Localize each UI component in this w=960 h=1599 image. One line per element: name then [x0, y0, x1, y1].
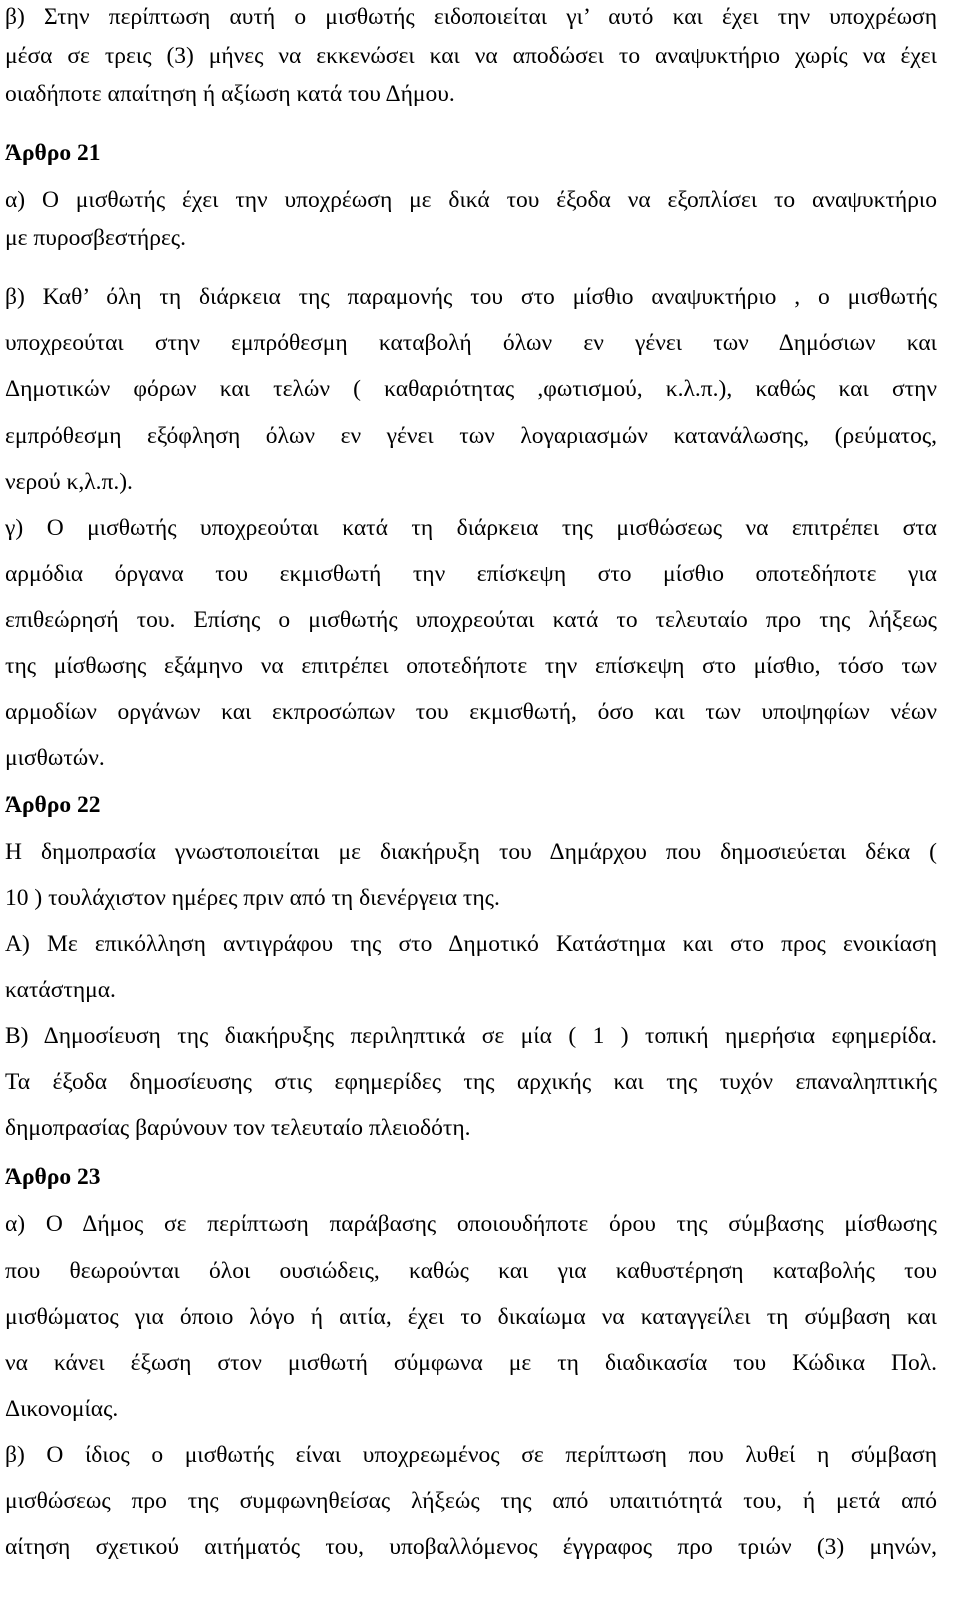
text-line: εμπρόθεσμη εξόφληση όλων εν γένει των λογαριασμών κατανάλωσης, (ρεύματος, [5, 423, 937, 449]
text-line: μέσα σε τρεις (3) μήνες να εκκενώσει και να αποδώσει το αναψυκτήριο χωρίς να έχει [5, 43, 937, 69]
text-line: α) Ο μισθωτής έχει την υποχρέωση με δικά του έξοδα να εξοπλίσει το αναψυκτήριο [5, 187, 937, 213]
text-line: που θεωρούνται όλοι ουσιώδεις, καθώς και για καθυστέρηση καταβολής του [5, 1258, 937, 1284]
text-line: β) Στην περίπτωση αυτή ο μισθωτής ειδοποιείται γι’ αυτό και έχει την υποχρέωση [5, 4, 937, 30]
text-line: μισθώματος για όποιο λόγο ή αιτία, έχει το δικαίωμα να καταγγείλει τη σύμβαση και [5, 1304, 937, 1330]
text-line: Β) Δημοσίευση της διακήρυξης περιληπτικά σε μία ( 1 ) τοπική ημερήσια εφημερίδα. [5, 1023, 937, 1049]
text-line: οιαδήποτε απαίτηση ή αξίωση κατά του Δήμου. [5, 81, 455, 107]
text-line: Δημοτικών φόρων και τελών ( καθαριότητας ,φωτισμού, κ.λ.π.), καθώς και στην [5, 376, 937, 402]
article-heading: Άρθρο 21 [5, 140, 101, 166]
text-line: αρμόδια όργανα του εκμισθωτή την επίσκεψη στο μίσθιο οποτεδήποτε για [5, 561, 937, 587]
text-line: υποχρεούται στην εμπρόθεσμη καταβολή όλων εν γένει των Δημόσιων και [5, 330, 937, 356]
text-line: β) Καθ’ όλη τη διάρκεια της παραμονής του στο μίσθιο αναψυκτήριο , ο μισθωτής [5, 284, 937, 310]
text-line: μισθωτών. [5, 745, 105, 771]
text-line: γ) Ο μισθωτής υποχρεούται κατά τη διάρκεια της μισθώσεως να επιτρέπει στα [5, 515, 937, 541]
article-heading: Άρθρο 22 [5, 792, 101, 818]
text-line: επιθεώρησή του. Επίσης ο μισθωτής υποχρεούται κατά το τελευταίο προ της λήξεως [5, 607, 937, 633]
text-line: της μίσθωσης εξάμηνο να επιτρέπει οποτεδήποτε την επίσκεψη στο μίσθιο, τόσο των [5, 653, 937, 679]
text-line: β) Ο ίδιος ο μισθωτής είναι υποχρεωμένος σε περίπτωση που λυθεί η σύμβαση [5, 1442, 937, 1468]
text-line: 10 ) τουλάχιστον ημέρες πριν από τη διενέργεια της. [5, 885, 500, 911]
text-line: Δικονομίας. [5, 1396, 119, 1422]
text-line: Η δημοπρασία γνωστοποιείται με διακήρυξη του Δημάρχου που δημοσιεύεται δέκα ( [5, 839, 937, 865]
text-line: Α) Με επικόλληση αντιγράφου της στο Δημοτικό Κατάστημα και στο προς ενοικίαση [5, 931, 937, 957]
text-line: αρμοδίων οργάνων και εκπροσώπων του εκμισθωτή, όσο και των υποψηφίων νέων [5, 699, 937, 725]
article-heading: Άρθρο 23 [5, 1164, 101, 1190]
text-line: νερού κ,λ.π.). [5, 469, 133, 495]
text-line: να κάνει έξωση στον μισθωτή σύμφωνα με τη διαδικασία του Κώδικα Πολ. [5, 1350, 937, 1376]
text-line: αίτηση σχετικού αιτήματός του, υποβαλλόμενος έγγραφος προ τριών (3) μηνών, [5, 1534, 937, 1560]
text-line: με πυροσβεστήρες. [5, 225, 186, 251]
text-line: μισθώσεως προ της συμφωνηθείσας λήξεώς της από υπαιτιότητά του, ή μετά από [5, 1488, 937, 1514]
text-line: κατάστημα. [5, 977, 116, 1003]
text-line: δημοπρασίας βαρύνουν τον τελευταίο πλειοδότη. [5, 1115, 471, 1141]
text-line: Τα έξοδα δημοσίευσης στις εφημερίδες της αρχικής και της τυχόν επαναληπτικής [5, 1069, 937, 1095]
text-line: α) Ο Δήμος σε περίπτωση παράβασης οποιουδήποτε όρου της σύμβασης μίσθωσης [5, 1211, 937, 1237]
